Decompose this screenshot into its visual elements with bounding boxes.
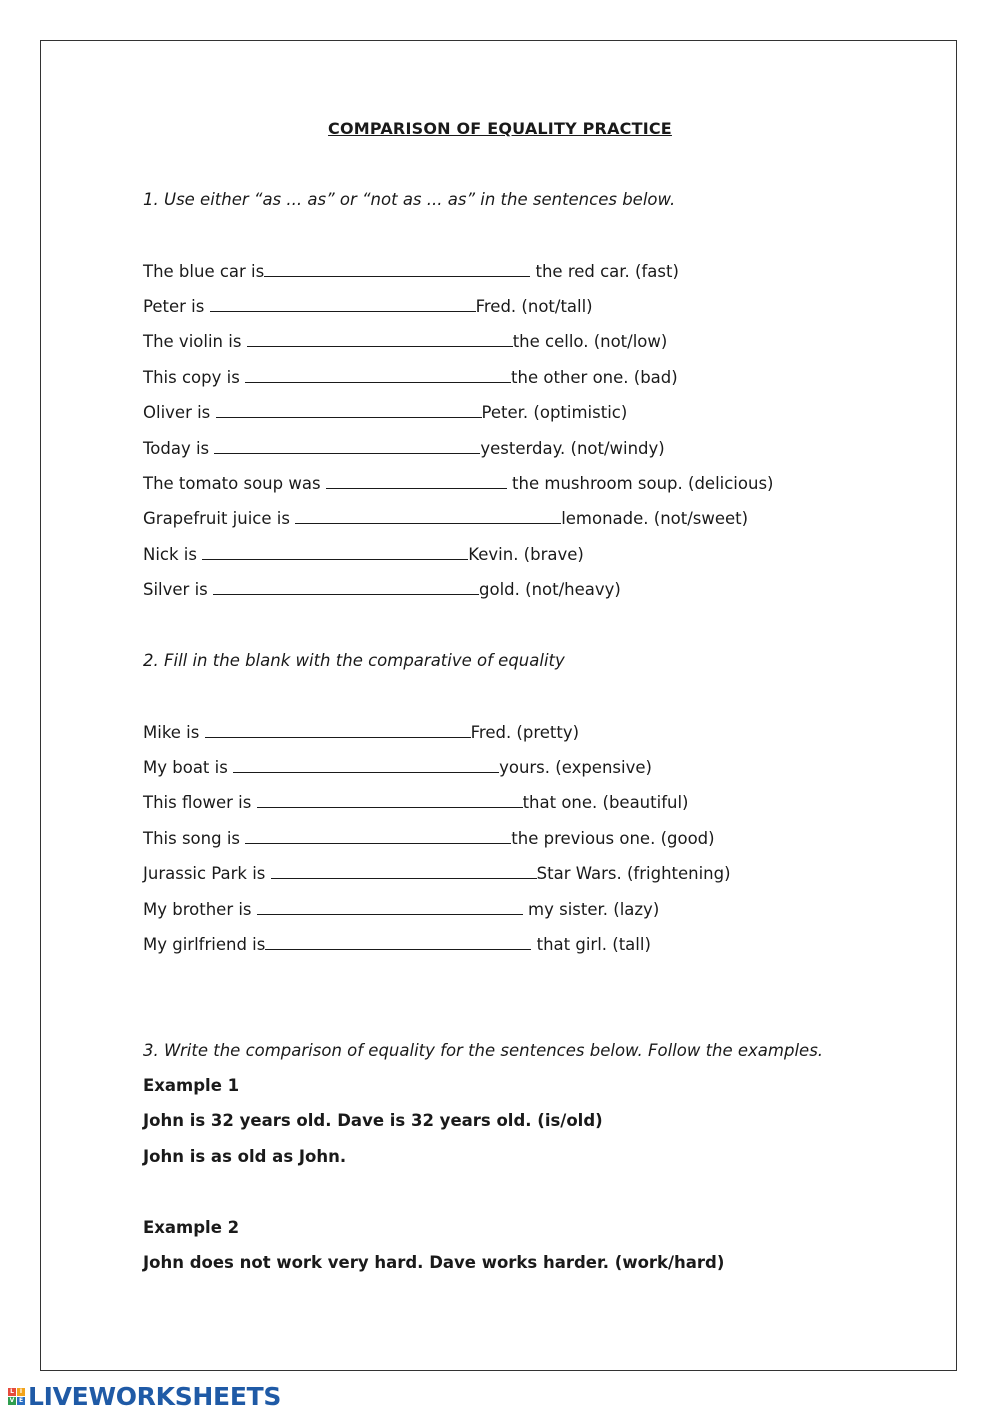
section1-instruction: 1. Use either “as ... as” or “not as ... as” in the sentences below. [143,190,676,209]
section1-item-2: Peter is Fred. (not/tall) [143,297,593,316]
section1-item-9: Nick is Kevin. (brave) [143,545,584,564]
liveworksheets-logo[interactable] [8,1383,281,1409]
brand-name: LIVEWORKSHEETS [28,1381,282,1411]
section2-item-5: Jurassic Park is Star Wars. (frightening) [143,864,731,883]
answer-blank[interactable] [326,473,507,489]
answer-blank[interactable] [205,722,471,738]
answer-blank[interactable] [295,508,561,524]
answer-blank[interactable] [202,544,468,560]
section1-item-8: Grapefruit juice is lemonade. (not/sweet) [143,509,749,528]
section2-item-6: My brother is my sister. (lazy) [143,900,660,919]
answer-blank[interactable] [264,261,530,277]
section1-item-10: Silver is gold. (not/heavy) [143,580,621,599]
answer-blank[interactable] [265,934,531,950]
example2-label: Example 2 [143,1218,240,1237]
section1-item-7: The tomato soup was the mushroom soup. (delicious) [143,474,774,493]
section2-item-7: My girlfriend is that girl. (tall) [143,935,651,954]
section1-item-3: The violin is the cello. (not/low) [143,332,668,351]
section1-item-6: Today is yesterday. (not/windy) [143,439,665,458]
example1-answer: John is as old as John. [143,1147,347,1166]
section1-item-1: The blue car is the red car. (fast) [143,262,679,281]
section2-instruction: 2. Fill in the blank with the comparative of equality [143,651,565,670]
section2-item-2: My boat is yours. (expensive) [143,758,652,777]
section2-item-3: This flower is that one. (beautiful) [143,793,689,812]
answer-blank[interactable] [213,579,479,595]
answer-blank[interactable] [245,367,511,383]
answer-blank[interactable] [233,757,499,773]
answer-blank[interactable] [214,438,480,454]
logo-tile: L [8,1388,16,1396]
answer-blank[interactable] [245,828,511,844]
section1-item-4: This copy is the other one. (bad) [143,368,678,387]
section3-instruction: 3. Write the comparison of equality for the sentences below. Follow the examples. [143,1041,824,1060]
example2-prompt: John does not work very hard. Dave works harder. (work/hard) [143,1253,725,1272]
answer-blank[interactable] [271,863,537,879]
logo-tile: E [18,1396,24,1404]
logo-tiles-icon [8,1388,25,1405]
section2-item-4: This song is the previous one. (good) [143,829,715,848]
section2-item-1: Mike is Fred. (pretty) [143,723,580,742]
section1-item-5: Oliver is Peter. (optimistic) [143,403,628,422]
answer-blank[interactable] [210,296,476,312]
answer-blank[interactable] [257,899,523,915]
answer-blank[interactable] [247,331,513,347]
logo-tile: I [17,1388,25,1396]
example1-prompt: John is 32 years old. Dave is 32 years old. (is/old) [143,1111,603,1130]
answer-blank[interactable] [216,402,482,418]
page-frame [40,40,957,1371]
answer-blank[interactable] [257,792,523,808]
logo-tile: V [9,1396,15,1404]
example1-label: Example 1 [143,1076,240,1095]
worksheet-title: COMPARISON OF EQUALITY PRACTICE [328,119,672,138]
